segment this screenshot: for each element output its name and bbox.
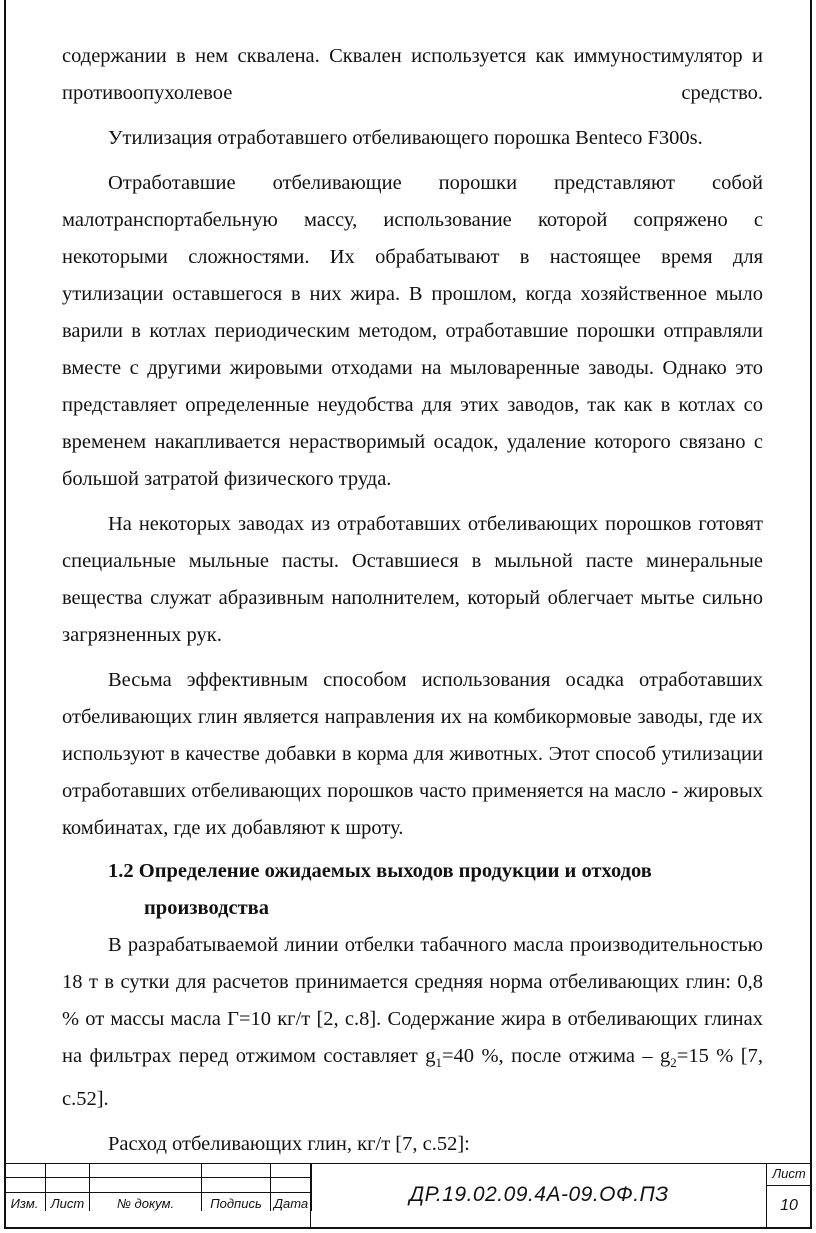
stamp-col-list: Лист: [46, 1193, 90, 1212]
stamp-col-data: Дата: [271, 1193, 312, 1212]
sheet-box: [766, 1163, 811, 1227]
calc-text-a: В разрабатываемой линии отбелки табачного масла производительностью 18 т в сутки для расчетов принимается средняя норма отбеливающих глин: 0,8 % от массы масла Г=10 кг/т [2, с.8]. Содержание жира в отбеливающих глинах на фильтрах перед отжимом составляет g: [62, 934, 763, 1067]
document-code: ДР.19.02.09.4А-09.ОФ.ПЗ: [310, 1163, 767, 1227]
paragraph-soap-pastes: На некоторых заводах из отработавших отбеливающих порошков готовят специальные мыльные пасты. Оставшиеся в мыльной пасте минеральные вещества служат абразивным наполнителем, который облегчает мытье сильно загрязненных рук.: [62, 513, 763, 646]
title-block-stamp: [4, 1163, 812, 1229]
section-heading: [62, 853, 763, 927]
paragraph-utilization-title: Утилизация отработавшего отбеливающего порошка Benteco F300s.: [108, 127, 703, 149]
calc-sub-2: 2: [670, 1055, 677, 1071]
paragraph-clay-consumption: Расход отбеливающих глин, кг/т [7, с.52]:: [108, 1133, 470, 1156]
paragraph-calculation-basis: [62, 927, 763, 1118]
paragraph-spent-powders: Отработавшие отбеливающие порошки представляют собой малотранспортабельную массу, использование которой сопряжено с некоторыми сложностями. Их обрабатывают в настоящее время для утилизации оставшегося в них жира. В прошлом, когда хозяйственное мыло варили в котлах периодическим методом, отработавшие порошки отправляли вместе с другими жировыми отходами на мыловаренные заводы. Однако это представляет определенные неудобства для этих заводов, так как в котлах со временем накапливается нерастворимый осадок, удаление которого связано с большой затратой физического труда.: [62, 172, 763, 490]
document-body: [62, 38, 763, 1163]
paragraph-feed-additive: Весьма эффективным способом использования осадка отработавших отбеливающих глин является направления их на комбикормовые заводы, где их используют в качестве добавки в корма для животных. Этот способ утилизации отработавших отбеливающих порошков часто применяется на масло - жировых комбинатах, где их добавляют к шроту.: [62, 669, 763, 839]
stamp-grid: [4, 1163, 312, 1211]
calc-text-c: =15 % [7, с.52].: [62, 1045, 764, 1111]
calc-text-b: =40 %, после отжима – g: [441, 1045, 671, 1067]
section-heading-line1: 1.2 Определение ожидаемых выходов продукции и отходов: [108, 860, 652, 882]
stamp-col-dokum: № докум.: [90, 1193, 202, 1212]
sheet-number: 10: [780, 1197, 798, 1214]
stamp-col-izm: Изм.: [4, 1193, 46, 1212]
sheet-label: Лист: [767, 1163, 811, 1186]
paragraph-continuation: содержании в нем сквалена. Сквален используется как иммуностимулятор и противоопухолевое средство.: [62, 45, 763, 104]
section-heading-line2: производства: [144, 897, 269, 919]
calc-sub-1: 1: [435, 1055, 442, 1071]
stamp-col-podpis: Подпись: [202, 1193, 271, 1212]
